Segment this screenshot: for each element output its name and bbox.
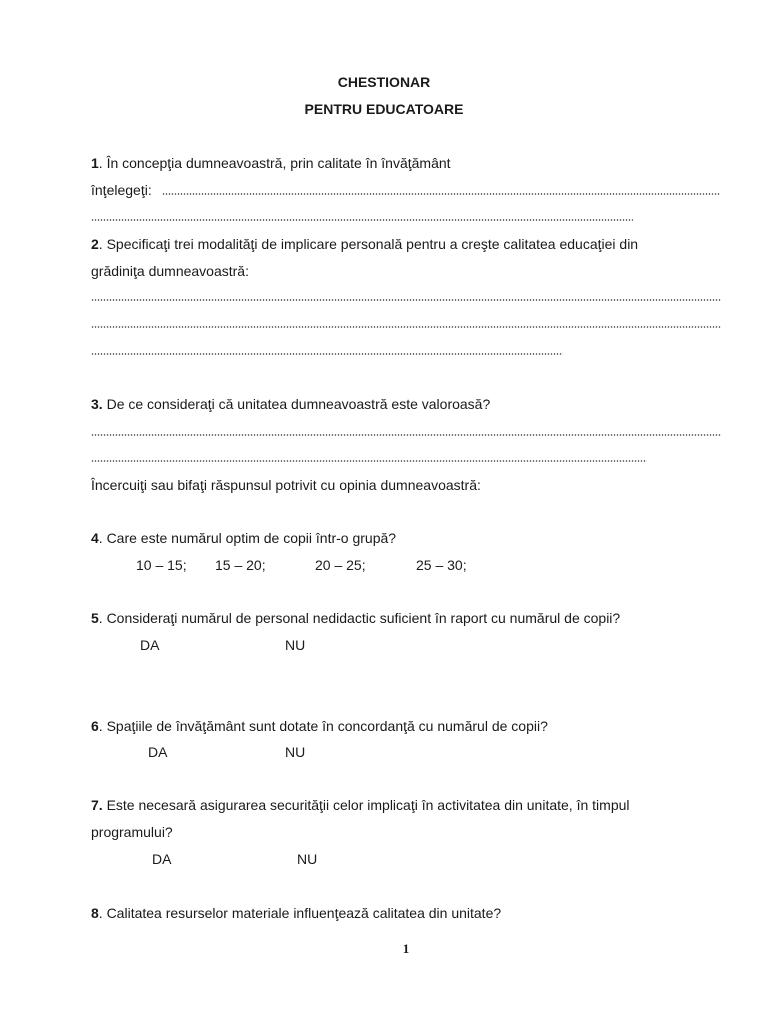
question-8-text: . Calitatea resurselor materiale influenţează calitatea din unitate?	[98, 905, 502, 921]
option-25-30[interactable]: 25 – 30;	[416, 557, 467, 573]
option-da[interactable]: DA	[148, 744, 168, 760]
answer-line[interactable]	[91, 353, 563, 355]
question-4-number: 4	[91, 530, 99, 546]
answer-line[interactable]	[91, 434, 721, 436]
question-2-line-2: grădiniţa dumneavoastră:	[91, 263, 249, 279]
question-8-number: 8	[91, 905, 99, 921]
option-nu[interactable]: NU	[285, 637, 306, 653]
option-nu[interactable]: NU	[285, 744, 306, 760]
question-7-text: Este necesară asigurarea securităţii celor implicaţi în activitatea din unitate, în timpul	[102, 797, 630, 813]
question-6-text: . Spaţiile de învăţământ sunt dotate în concordanţă cu numărul de copii?	[98, 718, 548, 734]
question-7-number: 7.	[91, 797, 103, 813]
question-2	[91, 235, 638, 253]
option-15-20[interactable]: 15 – 20;	[215, 557, 266, 573]
question-3-text: De ce consideraţi că unitatea dumneavoastră este valoroasă?	[102, 396, 491, 412]
question-7	[91, 796, 630, 814]
question-1-line-2: înţelegeţi:	[91, 182, 152, 198]
question-3-number: 3.	[91, 396, 103, 412]
title-line-1: CHESTIONAR	[337, 74, 431, 90]
answer-line[interactable]	[91, 299, 721, 301]
question-7-line-2: programului?	[91, 824, 173, 840]
question-6	[91, 717, 548, 735]
answer-line[interactable]	[91, 219, 633, 221]
question-8	[91, 904, 501, 922]
option-da[interactable]: DA	[140, 637, 160, 653]
page-number: 1	[402, 941, 410, 956]
question-3	[91, 395, 490, 413]
title-line-2: PENTRU EDUCATOARE	[304, 101, 464, 117]
answer-line[interactable]	[91, 326, 721, 328]
question-4-text: . Care este numărul optim de copii într-o grupă?	[98, 530, 397, 546]
question-1	[91, 154, 451, 172]
question-5	[91, 609, 620, 627]
question-1-text: . În concepţia dumneavoastră, prin calitate în învăţământ	[98, 155, 451, 171]
option-da[interactable]: DA	[152, 851, 172, 867]
option-20-25[interactable]: 20 – 25;	[315, 557, 366, 573]
option-10-15[interactable]: 10 – 15;	[136, 557, 187, 573]
instruction-text: Încercuiţi sau bifaţi răspunsul potrivit cu opinia dumneavoastră:	[91, 477, 481, 493]
option-nu[interactable]: NU	[297, 851, 318, 867]
question-2-text: . Specificaţi trei modalităţi de implicare personală pentru a creşte calitatea educaţiei din	[98, 236, 639, 252]
question-1-number: 1	[91, 155, 99, 171]
question-5-text: . Consideraţi numărul de personal nedidactic suficient în raport cu numărul de copii?	[98, 610, 621, 626]
question-5-number: 5	[91, 610, 99, 626]
question-4	[91, 529, 396, 547]
question-2-number: 2	[91, 236, 99, 252]
answer-line[interactable]	[162, 193, 720, 195]
answer-line[interactable]	[91, 460, 647, 462]
question-6-number: 6	[91, 718, 99, 734]
